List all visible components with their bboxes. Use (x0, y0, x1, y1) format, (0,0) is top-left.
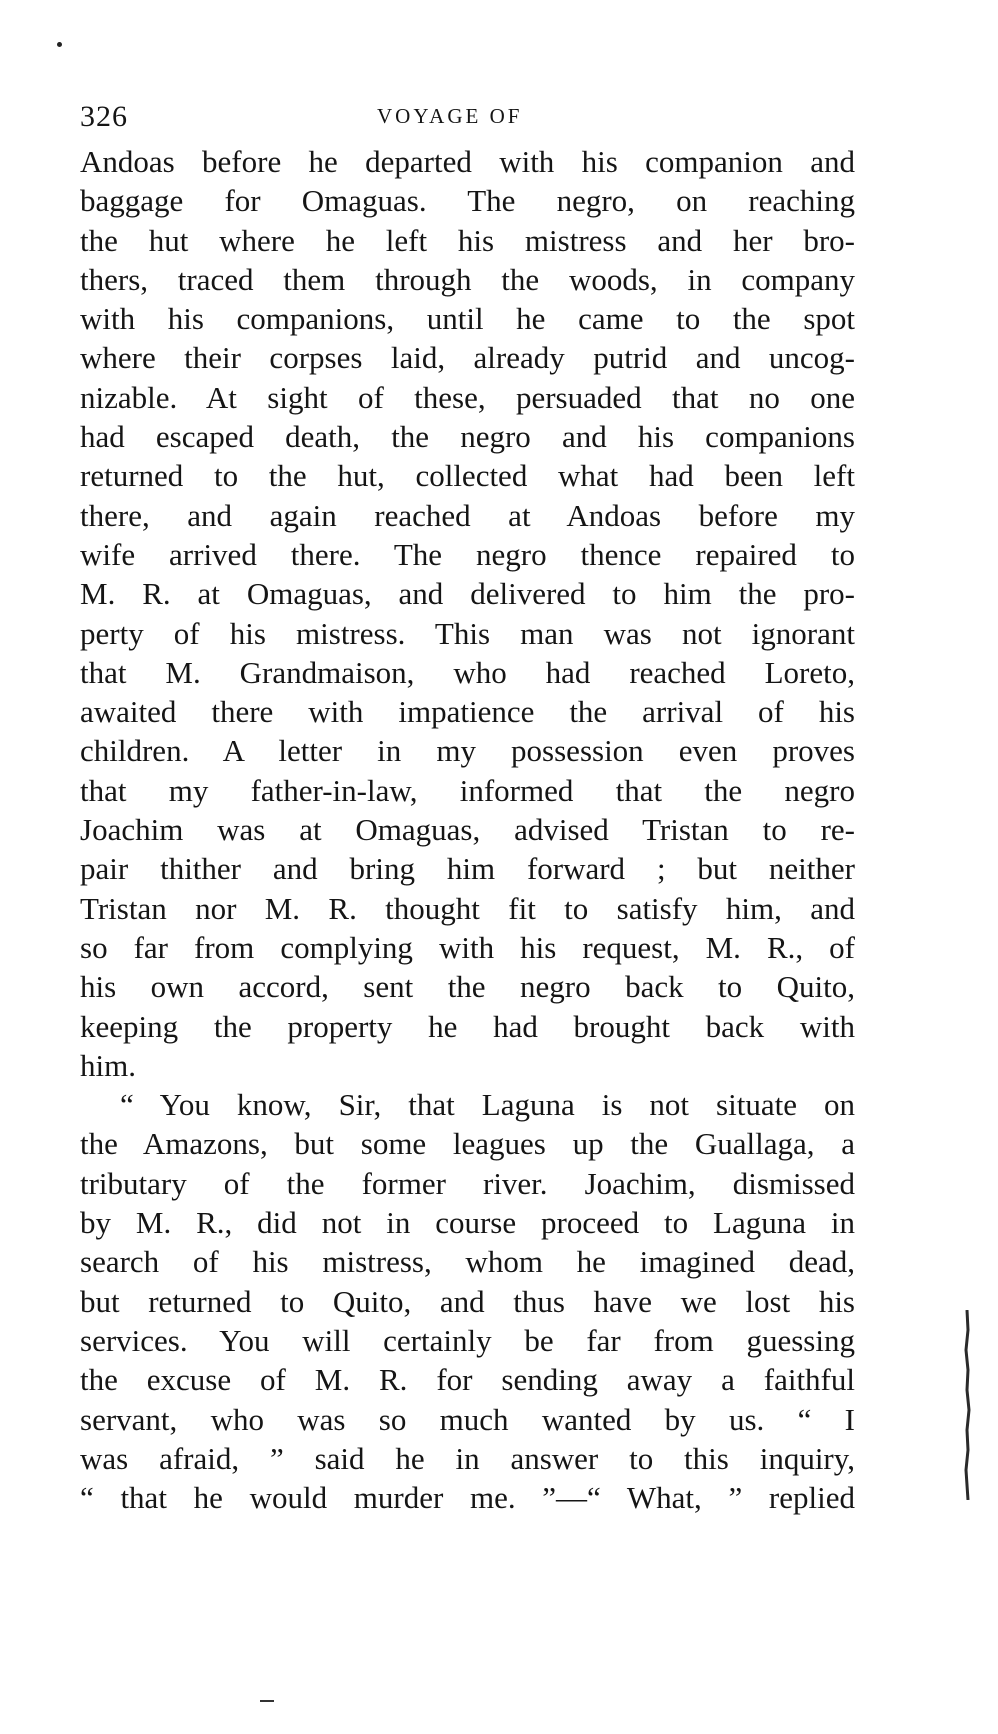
text-line: search of his mistress, whom he imagined dead, (80, 1244, 855, 1280)
text-line: nizable. At sight of these, persuaded that no one (80, 379, 855, 415)
text-line: pair thither and bring him forward ; but neither (80, 851, 855, 887)
text-line: thers, traced them through the woods, in company (80, 261, 855, 297)
text-line: returned to the hut, collected what had been left (80, 458, 855, 494)
text-line: with his companions, until he came to the spot (80, 301, 855, 337)
text-line: “ You know, Sir, that Laguna is not situate on (120, 1087, 855, 1123)
text-line: the Amazons, but some leagues up the Guallaga, a (80, 1126, 855, 1162)
text-line: servant, who was so much wanted by us. “ I (80, 1401, 855, 1437)
scan-speck (57, 42, 62, 47)
text-line: that M. Grandmaison, who had reached Loreto, (80, 654, 855, 690)
text-line: “ that he would murder me. ”—“ What, ” replied (80, 1480, 855, 1516)
text-line: wife arrived there. The negro thence repaired to (80, 536, 855, 572)
text-line: M. R. at Omaguas, and delivered to him the pro- (80, 576, 855, 612)
text-line: children. A letter in my possession even proves (80, 733, 855, 769)
text-line: but returned to Quito, and thus have we lost his (80, 1283, 855, 1319)
text-line: Tristan nor M. R. thought fit to satisfy him, and (80, 890, 855, 926)
text-line: his own accord, sent the negro back to Quito, (80, 969, 855, 1005)
page-number: 326 (80, 100, 128, 133)
text-line: the hut where he left his mistress and her bro- (80, 222, 855, 258)
page-header (80, 100, 855, 140)
text-line: by M. R., did not in course proceed to Laguna in (80, 1205, 855, 1241)
text-line: there, and again reached at Andoas before my (80, 497, 855, 533)
text-line: keeping the property he had brought back with (80, 1008, 855, 1044)
text-line: awaited there with impatience the arrival of his (80, 694, 855, 730)
text-line: Joachim was at Omaguas, advised Tristan to re- (80, 812, 855, 848)
text-line: tributary of the former river. Joachim, dismissed (80, 1165, 855, 1201)
text-line: perty of his mistress. This man was not ignorant (80, 615, 855, 651)
text-line: services. You will certainly be far from guessing (80, 1322, 855, 1358)
text-line: so far from complying with his request, M. R., of (80, 929, 855, 965)
page-edge-shadow (963, 1310, 971, 1500)
text-line: baggage for Omaguas. The negro, on reaching (80, 183, 855, 219)
text-line: him. (80, 1047, 136, 1083)
running-head: VOYAGE OF (377, 104, 523, 128)
text-line: was afraid, ” said he in answer to this inquiry, (80, 1440, 855, 1476)
text-line: the excuse of M. R. for sending away a faithful (80, 1362, 855, 1398)
text-line: where their corpses laid, already putrid and uncog- (80, 340, 855, 376)
text-line: that my father-in-law, informed that the negro (80, 772, 855, 808)
text-line: Andoas before he departed with his companion and (80, 144, 855, 179)
scan-mark (260, 1700, 274, 1702)
text-line: had escaped death, the negro and his companions (80, 419, 855, 455)
body-text (80, 142, 855, 1517)
